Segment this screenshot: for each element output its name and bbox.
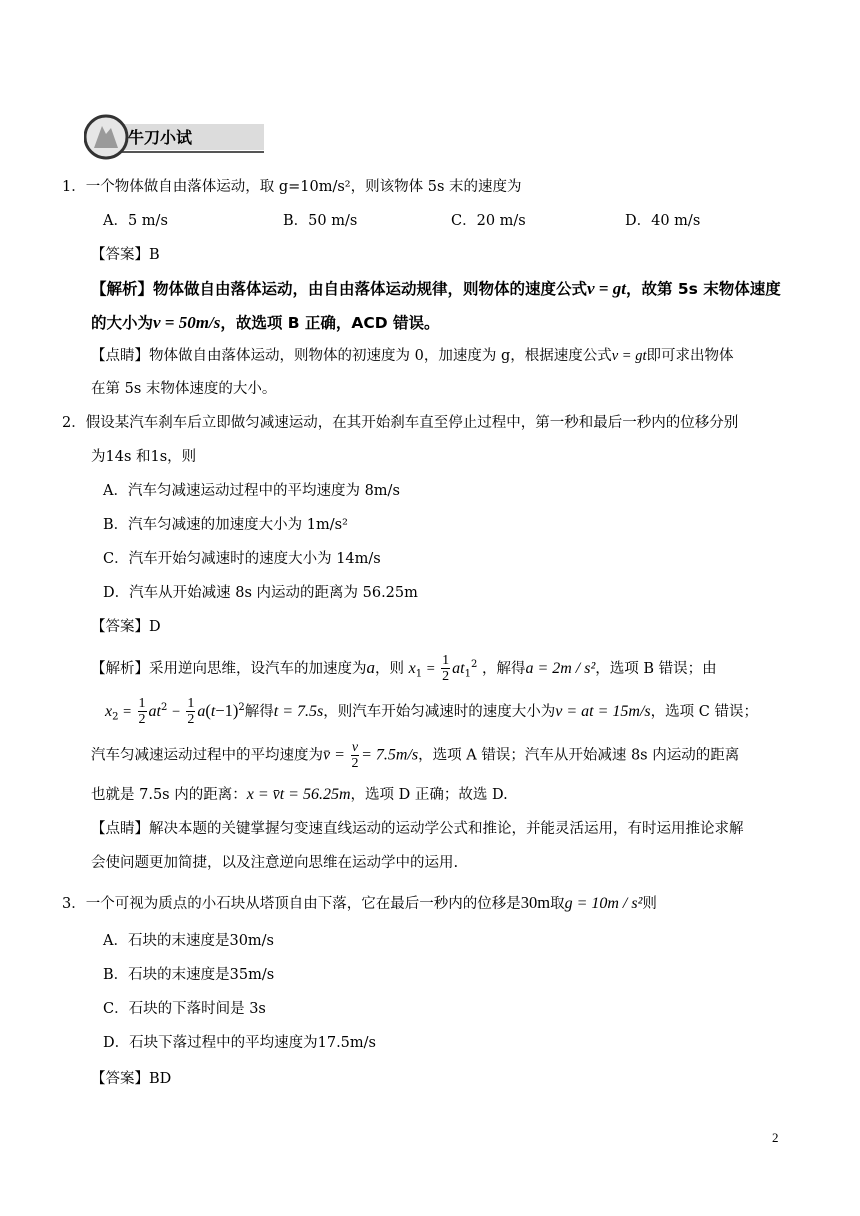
q1-answer: 【答案】B: [91, 247, 160, 263]
q2-analysis-line1: 【解析】采用逆向思维，设汽车的加速度为a，则 $x_1$ = $\frac{1}{2}$ $at_1^2$ ，解得a = 2m / s²，选项 B 错误；由: [91, 653, 717, 685]
q2-analysis-line3: 汽车匀减速运动过程中的平均速度为v̄ = $\frac{v}{2}$ = 7.5m/s，选项 A 错误；汽车从开始减速 8s 内运动的距离: [91, 740, 740, 771]
q2-option-c: C．汽车开始匀减速时的速度大小为 14m/s: [103, 551, 381, 567]
q2-stem-line1: 2．假设某汽车刹车后立即做匀减速运动，在其开始刹车直至停止过程中，第一秒和最后一秒内的位移分别: [62, 415, 739, 431]
q1-analysis-line2: 的大小为v = 50m/s，故选项 B 正确，ACD 错误。: [91, 313, 440, 332]
q3-stem: 3．一个可视为质点的小石块从塔顶自由下落，它在最后一秒内的位移是30m取g = 10m / s²则: [62, 893, 657, 912]
q3-option-a: A．石块的末速度是30m/s: [103, 933, 274, 949]
q2-option-d: D．汽车从开始减速 8s 内运动的距离为 56.25m: [103, 585, 418, 601]
q1-option-a: A．5 m/s: [103, 213, 168, 229]
q2-option-a: A．汽车匀减速运动过程中的平均速度为 8m/s: [103, 483, 400, 499]
q3-answer: 【答案】BD: [91, 1071, 172, 1087]
q3-option-c: C．石块的下落时间是 3s: [103, 1001, 266, 1017]
q2-tip-line1: 【点睛】解决本题的关键掌握匀变速直线运动的运动学公式和推论，并能灵活运用，有时运用推论求解: [91, 821, 744, 837]
q2-tip-line2: 会使问题更加简捷，以及注意逆向思维在运动学中的运用.: [91, 855, 459, 871]
q1-tip-line2: 在第 5s 末物体速度的大小。: [91, 381, 277, 397]
q1-tip-line1: 【点睛】物体做自由落体运动，则物体的初速度为 0，加速度为 g，根据速度公式v = gt即可求出物体: [91, 348, 734, 364]
q2-stem-line2: 为14s 和1s，则: [91, 449, 197, 465]
q3-option-b: B．石块的末速度是35m/s: [103, 967, 275, 983]
q1-option-d: D．40 m/s: [625, 213, 701, 229]
half-fraction: $\frac{1}{2}$: [442, 653, 450, 685]
page-number: 2: [772, 1130, 779, 1145]
q1-options: [103, 210, 803, 232]
section-banner: [84, 114, 264, 160]
banner-title: 牛刀小试: [128, 128, 193, 147]
q3-option-d: D．石块下落过程中的平均速度为17.5m/s: [103, 1035, 376, 1051]
q1-option-c: C．20 m/s: [451, 213, 526, 229]
q2-option-b: B．汽车匀减速的加速度大小为 1m/s²: [103, 517, 348, 533]
q1-option-b: B．50 m/s: [283, 213, 358, 229]
q1-stem: 1．一个物体做自由落体运动，取 g=10m/s²，则该物体 5s 末的速度为: [62, 179, 522, 195]
q2-analysis-line2: $x_2$ = $\frac{1}{2}$ $at^2$ − $\frac{1}{2}$ $a(t-1)^2$解得t = 7.5s，则汽车开始匀减速时的速度大小为v = at = 15m/s，选项 C 错误；: [105, 696, 758, 728]
q2-answer: 【答案】D: [91, 619, 161, 635]
q1-analysis-line1: 【解析】物体做自由落体运动，由自由落体运动规律，则物体的速度公式v = gt，故第 5s 末物体速度: [91, 279, 781, 298]
q2-analysis-line4: 也就是 7.5s 内的距离：x = v̄t = 56.25m，选项 D 正确；故选 D.: [91, 786, 508, 803]
